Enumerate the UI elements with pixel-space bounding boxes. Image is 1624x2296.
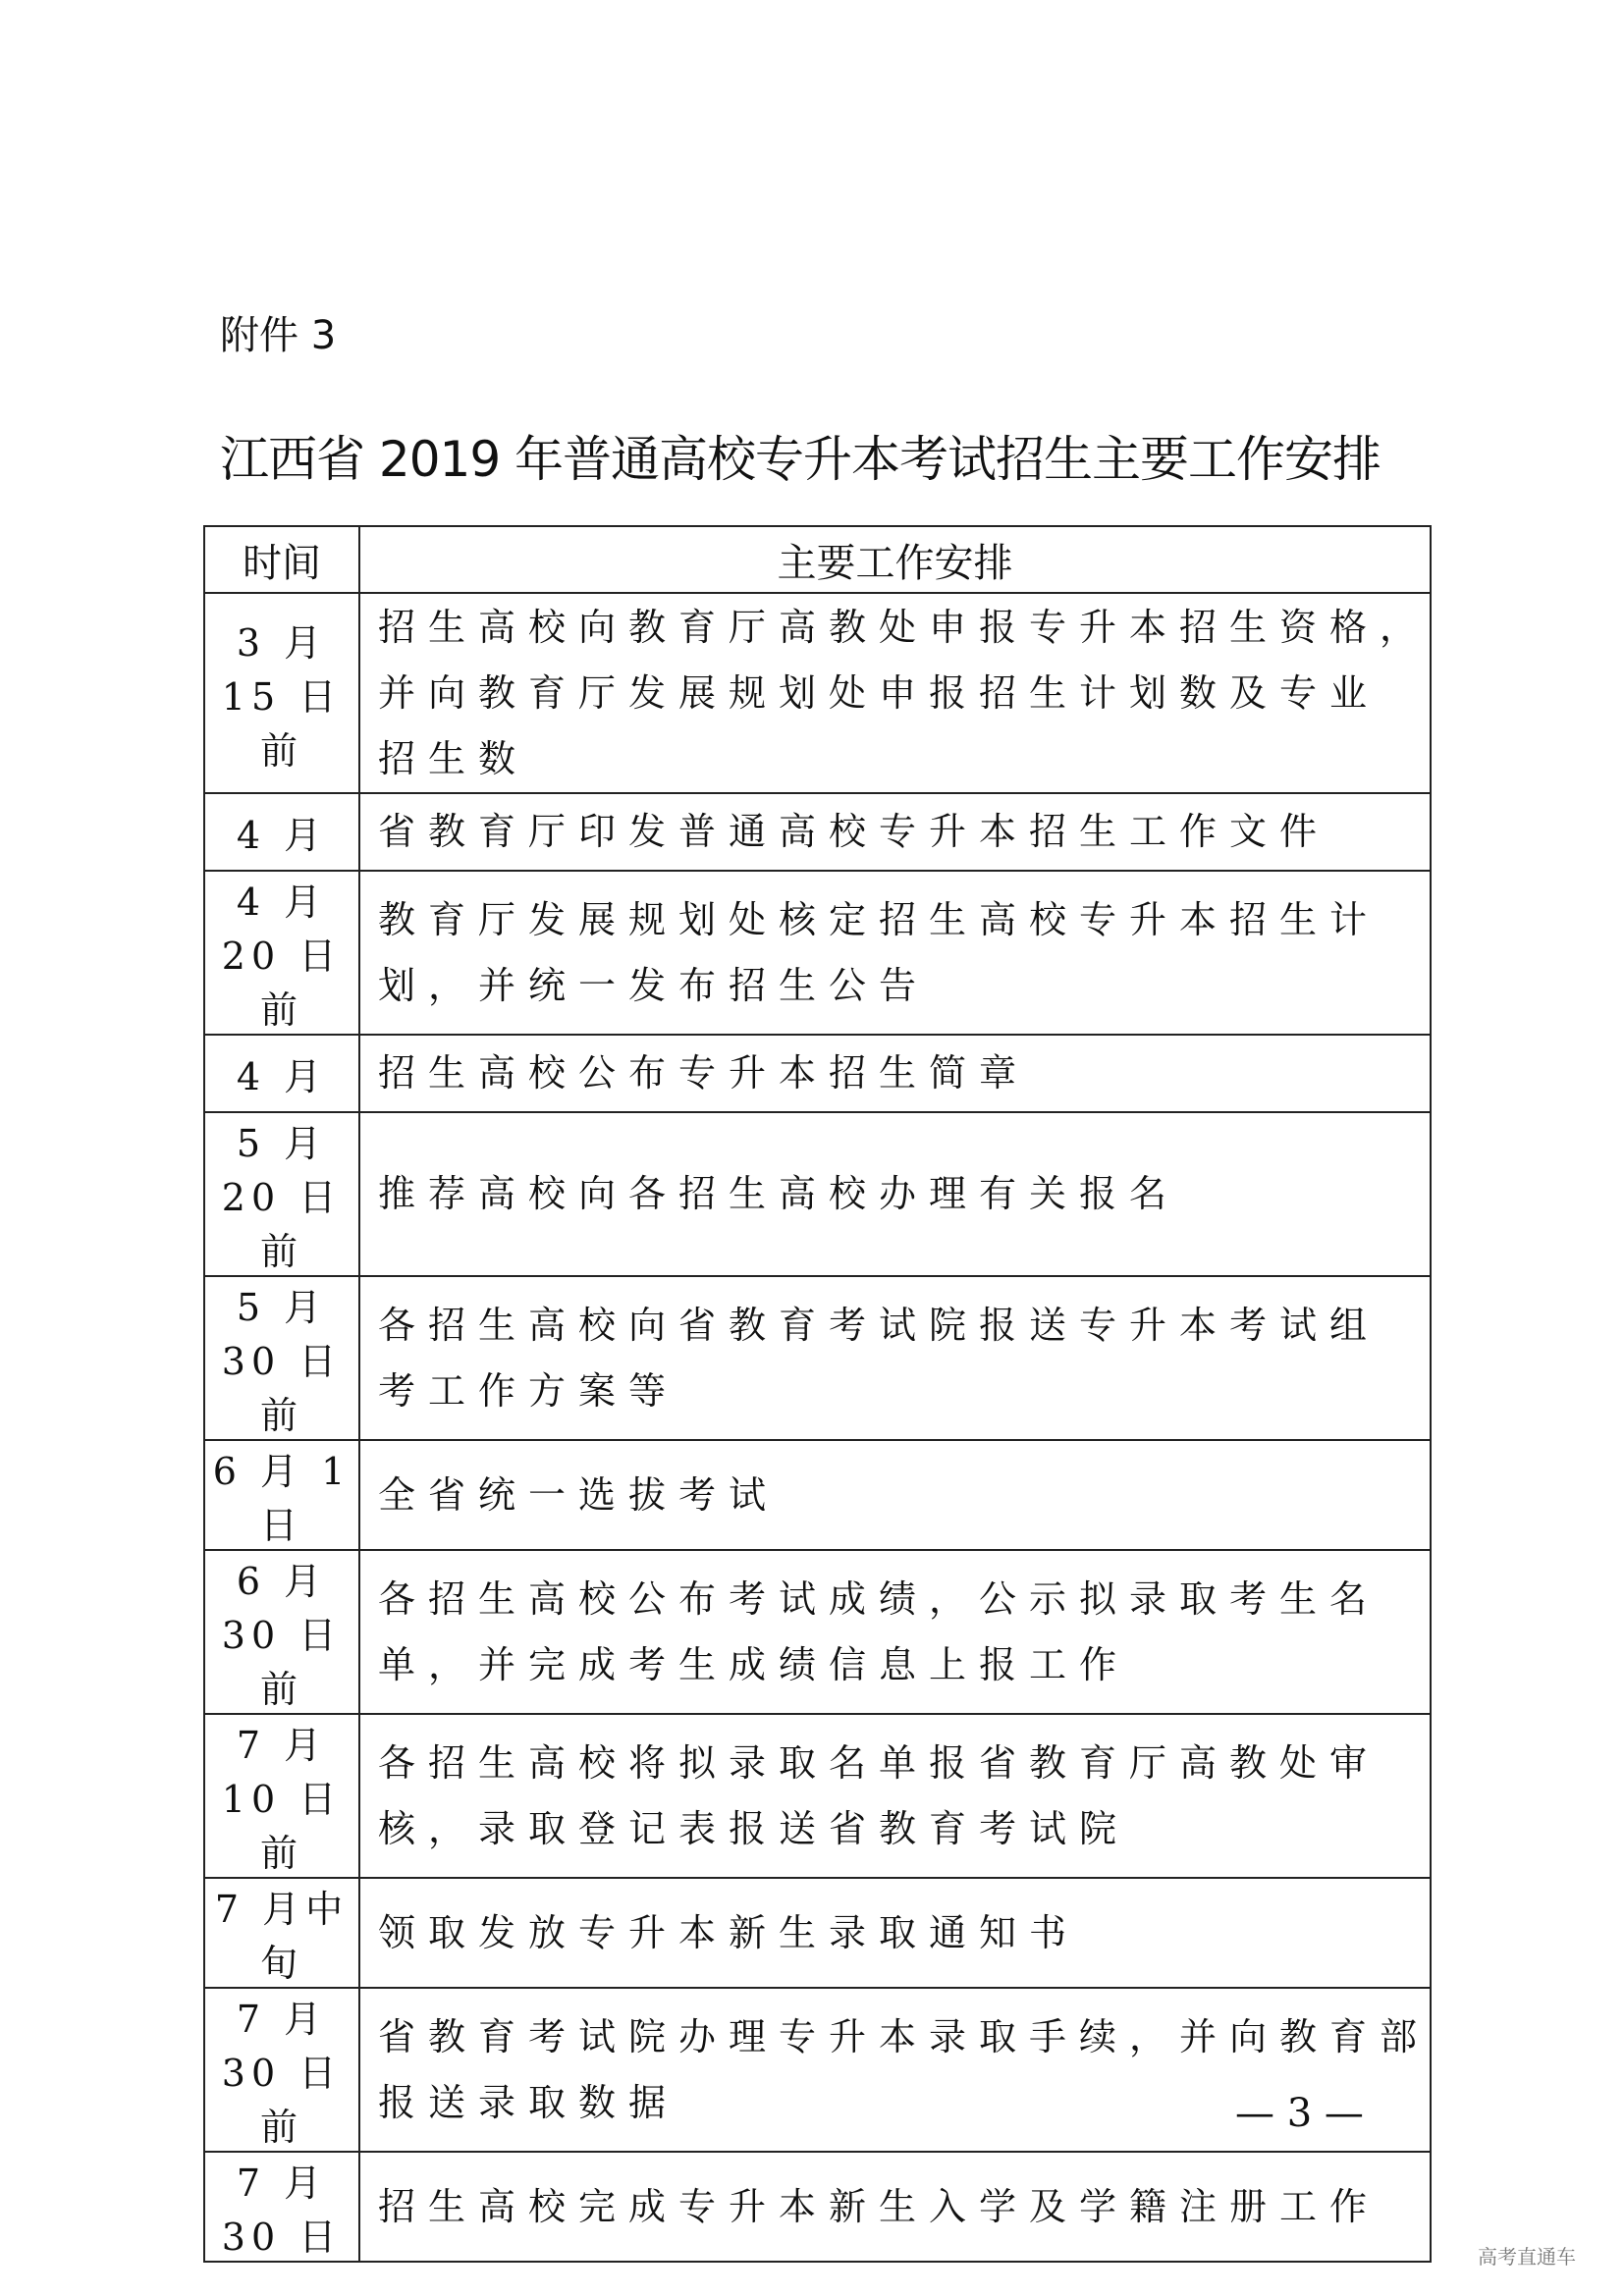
time-cell: 7 月 30 日 (204, 2152, 359, 2262)
task-cell (359, 1550, 1431, 1714)
page-number: — 3 — (1235, 2091, 1364, 2136)
task-line: 报送录取数据 (377, 2080, 678, 2124)
time-cell: 5 月 30 日前 (204, 1276, 359, 1440)
task-line: 教育厅发展规划处核定招生高校专升本招生计 (377, 897, 1380, 941)
time-cell: 7 月 10 日前 (204, 1714, 359, 1878)
task-cell (359, 1035, 1431, 1112)
table-row (204, 1440, 1431, 1550)
time-cell: 7 月中旬 (204, 1878, 359, 1988)
table-row (204, 1276, 1431, 1440)
time-cell: 6 月 1 日 (204, 1440, 359, 1550)
task-line: 招生高校公布专升本招生简章 (377, 1051, 1029, 1095)
time-cell: 4 月 (204, 793, 359, 871)
task-cell (359, 871, 1431, 1035)
task-cell (359, 793, 1431, 871)
task-cell (359, 2152, 1431, 2262)
task-line: 并向教育厅发展规划处申报招生计划数及专业 (377, 670, 1380, 715)
schedule-table (203, 525, 1432, 2263)
time-cell: 7 月 30 日前 (204, 1988, 359, 2152)
time-cell: 6 月 30 日前 (204, 1550, 359, 1714)
table-row (204, 1714, 1431, 1878)
attachment-label: 附件 3 (220, 313, 337, 358)
table-row (204, 2152, 1431, 2262)
task-line: 核，录取登记表报送省教育考试院 (377, 1806, 1129, 1850)
task-cell (359, 1112, 1431, 1276)
task-line: 各招生高校向省教育考试院报送专升本考试组 (377, 1303, 1380, 1347)
table-row (204, 871, 1431, 1035)
task-line: 招生数 (377, 736, 528, 780)
table-row (204, 1112, 1431, 1276)
task-line: 招生高校向教育厅高教处申报专升本招生资格， (377, 605, 1430, 649)
header-time: 时间 (204, 526, 359, 593)
time-cell: 4 月 20 日前 (204, 871, 359, 1035)
time-cell: 4 月 (204, 1035, 359, 1112)
task-cell (359, 1878, 1431, 1988)
page-title: 江西省 2019 年普通高校专升本考试招生主要工作安排 (220, 431, 1381, 488)
table-row (204, 593, 1431, 793)
table-row (204, 793, 1431, 871)
task-cell (359, 593, 1431, 793)
header-task: 主要工作安排 (359, 526, 1431, 593)
task-line: 划，并统一发布招生公告 (377, 963, 929, 1007)
task-line: 省教育厅印发普通高校专升本招生工作文件 (377, 810, 1329, 853)
task-line: 全省统一选拔考试 (377, 1472, 779, 1517)
time-cell: 5 月 20 日前 (204, 1112, 359, 1276)
time-cell: 3 月 15 日前 (204, 593, 359, 793)
task-line: 领取发放专升本新生录取通知书 (377, 1910, 1079, 1954)
table-row (204, 1035, 1431, 1112)
task-line: 省教育考试院办理专升本录取手续，并向教育部 (377, 2014, 1430, 2058)
watermark: 高考直通车 (1478, 2245, 1576, 2269)
task-line: 单，并完成考生成绩信息上报工作 (377, 1642, 1129, 1686)
task-line: 招生高校完成专升本新生入学及学籍注册工作 (377, 2184, 1380, 2228)
task-line: 推荐高校向各招生高校办理有关报名 (377, 1172, 1179, 1215)
task-cell (359, 1440, 1431, 1550)
table-row (204, 1550, 1431, 1714)
task-cell (359, 1714, 1431, 1878)
task-line: 考工作方案等 (377, 1368, 678, 1413)
task-line: 各招生高校公布考试成绩，公示拟录取考生名 (377, 1576, 1380, 1621)
table-row (204, 1878, 1431, 1988)
task-cell (359, 1276, 1431, 1440)
task-line: 各招生高校将拟录取名单报省教育厅高教处审 (377, 1740, 1380, 1785)
table-header-row (204, 526, 1431, 593)
